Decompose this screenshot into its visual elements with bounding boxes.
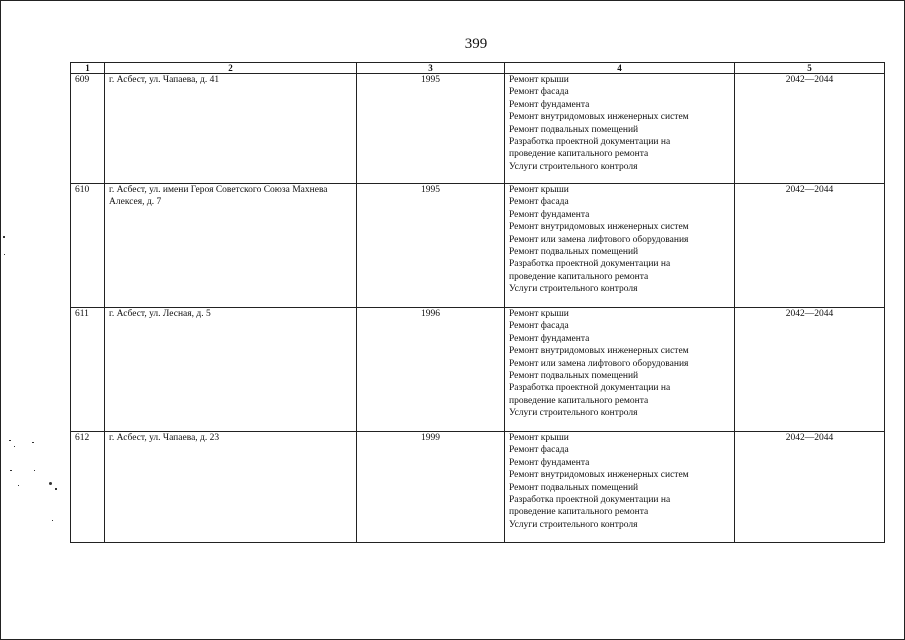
row-number-cell: 610 — [71, 184, 105, 308]
repair-work-item: Разработка проектной документации на — [509, 259, 671, 270]
repair-work-item: Разработка проектной документации на — [509, 383, 671, 394]
scan-speck — [9, 440, 11, 441]
scan-speck — [49, 482, 52, 485]
repair-work-item: Ремонт внутридомовых инженерных систем — [509, 222, 689, 233]
repair-works-cell — [505, 74, 735, 184]
repair-work-item: Услуги строительного контроля — [509, 408, 638, 419]
repair-work-item: проведение капитального ремонта — [509, 507, 649, 518]
header-col-4: 4 — [505, 63, 735, 74]
repair-work-item: Ремонт фундамента — [509, 209, 590, 220]
scan-speck — [14, 446, 15, 447]
repair-work-item: Ремонт крыши — [509, 75, 569, 85]
repair-work-item: Ремонт фасада — [509, 445, 569, 456]
repair-work-item: Ремонт крыши — [509, 433, 569, 443]
scan-speck — [4, 254, 5, 255]
repair-works-cell — [505, 432, 735, 543]
scan-speck — [32, 442, 34, 443]
header-col-1: 1 — [71, 63, 105, 74]
repair-work-item: проведение капитального ремонта — [509, 395, 649, 406]
row-number-cell: 609 — [71, 74, 105, 184]
repair-work-item: Ремонт фундамента — [509, 99, 590, 110]
repair-work-item: Ремонт фасада — [509, 197, 569, 208]
repair-work-item: Ремонт внутридомовых инженерных систем — [509, 112, 689, 123]
table-row — [71, 74, 885, 184]
repair-work-item: Разработка проектной документации на — [509, 137, 671, 148]
repair-work-item: проведение капитального ремонта — [509, 149, 649, 160]
repair-work-item: Ремонт фасада — [509, 87, 569, 98]
capital-repair-table — [70, 62, 885, 543]
scan-speck — [34, 470, 35, 471]
scan-speck — [10, 470, 12, 471]
repair-works-cell — [505, 184, 735, 308]
repair-work-item: Услуги строительного контроля — [509, 161, 638, 172]
repair-work-item: Ремонт фасада — [509, 321, 569, 332]
planned-period-cell: 2042—2044 — [735, 74, 885, 184]
repair-work-item: Ремонт подвальных помещений — [509, 124, 639, 135]
planned-period-cell: 2042—2044 — [735, 308, 885, 432]
repair-work-item: Ремонт крыши — [509, 185, 569, 195]
table-row — [71, 308, 885, 432]
table-row — [71, 432, 885, 543]
table-row — [71, 184, 885, 308]
table-header-row — [71, 63, 885, 74]
year-built-cell: 1995 — [357, 184, 505, 308]
planned-period-cell: 2042—2044 — [735, 432, 885, 543]
repair-work-item: Ремонт подвальных помещений — [509, 371, 639, 382]
repair-work-item: проведение капитального ремонта — [509, 271, 649, 282]
header-col-5: 5 — [735, 63, 885, 74]
address-cell: г. Асбест, ул. Чапаева, д. 23 — [105, 432, 357, 543]
scan-speck — [55, 488, 57, 490]
scan-speck — [3, 236, 5, 238]
repair-work-item: Ремонт или замена лифтового оборудования — [509, 358, 689, 369]
row-number-cell: 611 — [71, 308, 105, 432]
page-number: 399 — [464, 36, 488, 52]
address-cell: г. Асбест, ул. имени Героя Советского Союза Махнева Алексея, д. 7 — [105, 184, 357, 308]
repair-work-item: Ремонт внутридомовых инженерных систем — [509, 346, 689, 357]
year-built-cell: 1995 — [357, 74, 505, 184]
row-number-cell: 612 — [71, 432, 105, 543]
header-col-3: 3 — [357, 63, 505, 74]
repair-work-item: Разработка проектной документации на — [509, 495, 671, 506]
scan-speck — [52, 520, 53, 521]
repair-works-cell — [505, 308, 735, 432]
repair-work-item: Услуги строительного контроля — [509, 519, 638, 530]
repair-work-item: Ремонт крыши — [509, 309, 569, 319]
repair-work-item: Ремонт внутридомовых инженерных систем — [509, 470, 689, 481]
repair-work-item: Ремонт фундамента — [509, 457, 590, 468]
repair-work-item: Услуги строительного контроля — [509, 284, 638, 295]
planned-period-cell: 2042—2044 — [735, 184, 885, 308]
repair-work-item: Ремонт подвальных помещений — [509, 247, 639, 258]
address-cell: г. Асбест, ул. Лесная, д. 5 — [105, 308, 357, 432]
year-built-cell: 1999 — [357, 432, 505, 543]
address-cell: г. Асбест, ул. Чапаева, д. 41 — [105, 74, 357, 184]
scan-speck — [18, 485, 19, 486]
repair-work-item: Ремонт или замена лифтового оборудования — [509, 234, 689, 245]
year-built-cell: 1996 — [357, 308, 505, 432]
header-col-2: 2 — [105, 63, 357, 74]
repair-work-item: Ремонт фундамента — [509, 333, 590, 344]
repair-work-item: Ремонт подвальных помещений — [509, 482, 639, 493]
